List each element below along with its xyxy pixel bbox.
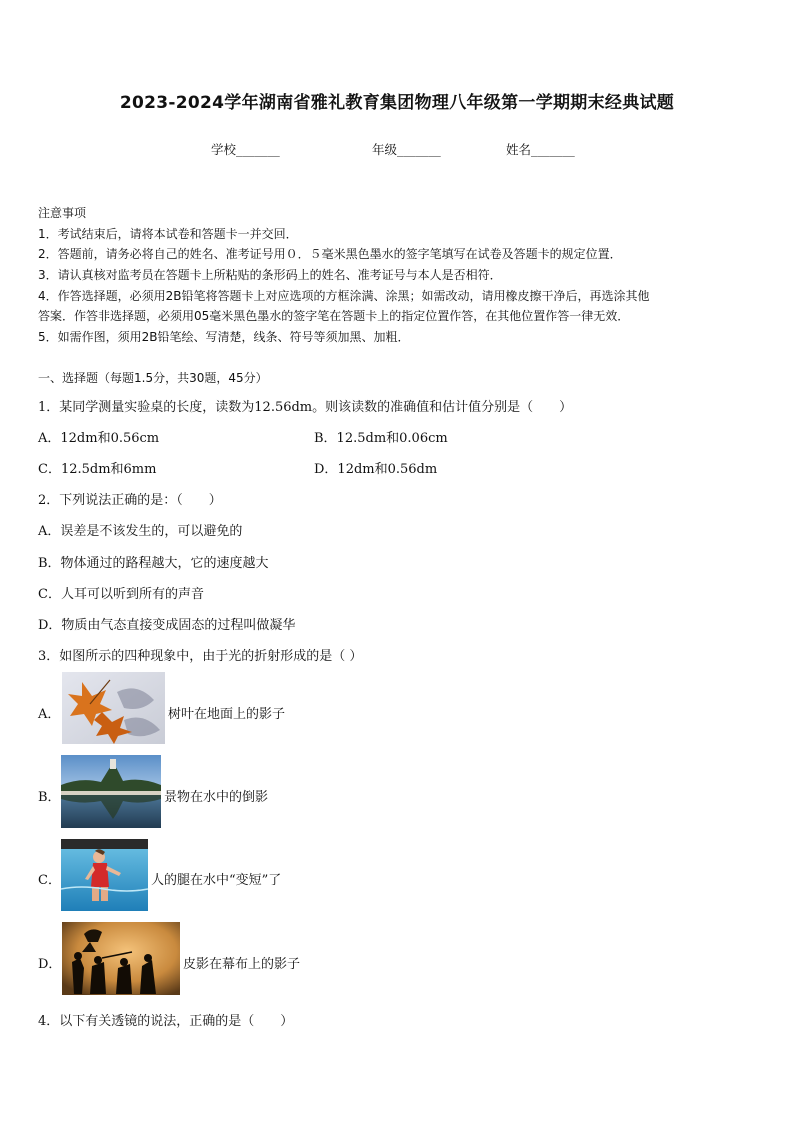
shadow-puppet-image[interactable] <box>62 922 180 995</box>
question-3-option-b-text[interactable]: 景物在水中的倒影 <box>164 790 269 805</box>
question-1-option-b[interactable]: B．12.5dm和0.06cm <box>314 431 448 446</box>
question-1-option-d[interactable]: D．12dm和0.56dm <box>314 462 438 477</box>
question-3-option-a-text[interactable]: 树叶在地面上的影子 <box>168 707 286 722</box>
section-heading: 一、选择题（每题1.5分，共30题，45分） <box>38 371 268 385</box>
question-2-option-a[interactable]: A．误差是不该发生的，可以避免的 <box>38 524 243 539</box>
question-3-option-a-label[interactable]: A． <box>38 707 61 722</box>
note-item: 1．考试结束后，请将本试卷和答题卡一并交回． <box>38 227 298 241</box>
name-field[interactable]: 姓名_______ <box>506 142 575 157</box>
question-2-option-c[interactable]: C．人耳可以听到所有的声音 <box>38 587 204 602</box>
question-3-option-c-label[interactable]: C． <box>38 873 61 888</box>
question-3-stem: 3．如图所示的四种现象中，由于光的折射形成的是（ ） <box>38 649 363 664</box>
note-item: 答案．作答非选择题，必须用05毫米黑色墨水的签字笔在答题卡上的指定位置作答，在其他位置作答一律无效． <box>38 309 630 323</box>
question-1-option-a[interactable]: A．12dm和0.56cm <box>38 431 160 446</box>
question-3-option-b-label[interactable]: B． <box>38 790 61 805</box>
water-reflection-image[interactable] <box>61 755 161 828</box>
question-2-option-b[interactable]: B．物体通过的路程越大，它的速度越大 <box>38 556 269 571</box>
question-3-option-d-label[interactable]: D． <box>38 957 62 972</box>
legs-in-water-image[interactable] <box>61 839 148 911</box>
question-1-stem: 1．某同学测量实验桌的长度，读数为12.56dm。则该读数的准确值和估计值分别是（ ） <box>38 400 573 415</box>
question-4-stem: 4．以下有关透镜的说法，正确的是（ ） <box>38 1014 294 1029</box>
notes-heading: 注意事项 <box>38 206 87 220</box>
note-item: 3．请认真核对监考员在答题卡上所粘贴的条形码上的姓名、准考证号与本人是否相符． <box>38 268 502 282</box>
question-2-option-d[interactable]: D．物质由气态直接变成固态的过程叫做凝华 <box>38 618 296 633</box>
grade-field[interactable]: 年级_______ <box>372 142 441 157</box>
page-title: 2023-2024学年湖南省雅礼教育集团物理八年级第一学期期末经典试题 <box>119 93 675 113</box>
note-item: 5．如需作图，须用2B铅笔绘、写清楚，线条、符号等须加黑、加粗． <box>38 330 410 344</box>
note-item: 2．答题前，请务必将自己的姓名、准考证号用０．５毫米黑色墨水的签字笔填写在试卷及答题卡的规定位置． <box>38 247 622 261</box>
note-item: 4．作答选择题，必须用2B铅笔将答题卡上对应选项的方框涂满、涂黑；如需改动，请用橡皮擦干净后，再选涂其他 <box>38 289 650 303</box>
school-field[interactable]: 学校_______ <box>211 142 280 157</box>
question-3-option-c-text[interactable]: 人的腿在水中“变短”了 <box>151 873 282 888</box>
question-1-option-c[interactable]: C．12.5dm和6mm <box>38 462 157 477</box>
question-3-option-d-text[interactable]: 皮影在幕布上的影子 <box>183 957 301 972</box>
question-2-stem: 2．下列说法正确的是：（ ） <box>38 493 222 508</box>
leaf-shadow-image[interactable] <box>62 672 165 744</box>
